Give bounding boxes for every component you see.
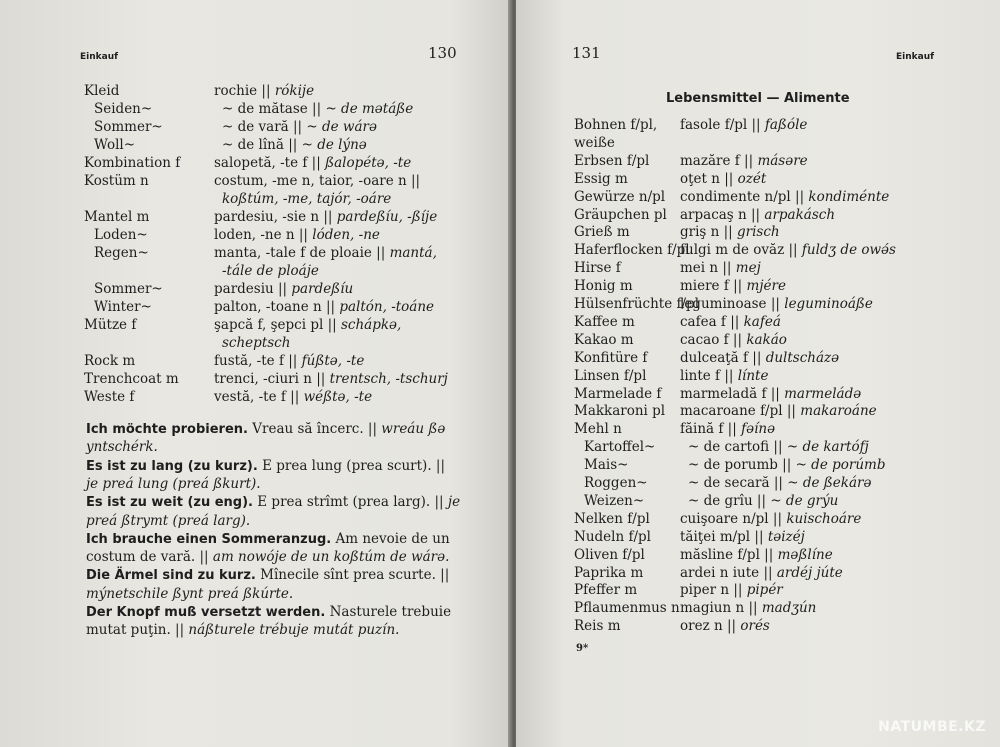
romanian-translation: manta, -tale f de ploaie ||: [214, 245, 386, 261]
signature-mark: 9*: [576, 643, 589, 654]
german-term: Erbsen f/pl: [574, 152, 650, 169]
romanian-phrase: Nasturele trebuie: [325, 604, 452, 620]
pronunciation: ~ de mətáße: [325, 101, 414, 117]
german-term: Kleid: [84, 83, 120, 99]
german-term: Paprika m: [574, 564, 644, 581]
phrase-line: [86, 420, 445, 439]
romanian-translation: pardesiu ||: [214, 281, 288, 297]
pronunciation: leguminoáße: [784, 296, 873, 312]
phrase-line: [86, 530, 450, 549]
phrase-line: [86, 566, 449, 585]
pronunciation: ozét: [737, 170, 767, 187]
romanian-translation: dulceaţă f ||: [680, 349, 762, 366]
pronunciation: scheptsch: [222, 335, 291, 351]
page-number-right: 131: [572, 44, 601, 62]
pronunciation: rókije: [274, 83, 315, 99]
running-head-right: Einkauf: [896, 52, 935, 62]
pronunciation: mej: [735, 260, 761, 277]
german-term: Mantel m: [84, 209, 150, 225]
romanian-translation: ~ de porumb ||: [688, 457, 792, 474]
romanian-translation: ~ de lînă ||: [222, 137, 298, 153]
pronunciation: mjére: [746, 278, 786, 295]
german-phrase: Die Ärmel sind zu kurz.: [86, 568, 256, 584]
pronunciation: orés: [740, 618, 770, 635]
german-term: Pflaumenmus n: [574, 600, 680, 617]
german-term: Oliven f/pl: [574, 546, 645, 563]
german-term: Bohnen f/pl,: [574, 117, 658, 133]
romanian-translation: ~ de cartofi ||: [688, 439, 783, 456]
phrase-line: [86, 457, 445, 476]
german-term: Sommer~: [94, 281, 163, 297]
german-term: Gräupchen pl: [574, 206, 667, 223]
romanian-translation: macaroane f/pl ||: [680, 403, 796, 420]
romanian-phrase: mutat puţin. ||: [86, 622, 185, 639]
pronunciation: arpakásch: [764, 206, 836, 223]
romanian-translation: magiun n ||: [680, 600, 758, 617]
romanian-translation: griş n ||: [680, 224, 733, 241]
pronunciation: paltón, -toáne: [339, 299, 435, 315]
pronunciation: pardeßíu, -ßíje: [336, 209, 438, 225]
romanian-translation: ardei n iute ||: [680, 564, 773, 581]
phrase-line: [86, 585, 293, 604]
german-term: Trenchcoat m: [84, 371, 179, 387]
german-term: Linsen f/pl: [574, 367, 647, 384]
german-term: Kaffee m: [574, 313, 635, 330]
pronunciation: faßóle: [764, 117, 808, 133]
pronunciation: ßalopétə, -te: [325, 155, 412, 171]
german-term: Makkaroni pl: [574, 403, 666, 420]
romanian-phrase: costum de vară. ||: [86, 549, 209, 566]
romanian-translation: mazăre f ||: [680, 152, 754, 169]
german-term: Weste f: [84, 389, 135, 405]
pronunciation: fəínə: [741, 421, 776, 438]
romanian-translation: fasole f/pl ||: [680, 117, 761, 133]
phrase-line: [86, 621, 399, 640]
pronunciation: schápkə,: [341, 317, 402, 333]
pronunciation: fuldʒ de owə́s: [801, 242, 896, 259]
german-term: Kartoffel~: [584, 439, 656, 456]
romanian-phrase: Vreau să încerc. ||: [247, 421, 378, 437]
german-term: Seiden~: [94, 101, 153, 117]
pronunciation: mantá,: [389, 245, 437, 261]
romanian-translation: cuişoare n/pl ||: [680, 510, 783, 527]
pronunciation: je preá lung (preá ßkurt).: [86, 475, 261, 492]
pronunciation: am nowóje de un koßtúm de wárə.: [208, 549, 450, 566]
pronunciation: lóden, -ne: [312, 227, 380, 243]
german-term: Kombination f: [84, 155, 181, 171]
german-term: Woll~: [94, 137, 136, 153]
romanian-translation: ~ de secară ||: [688, 475, 783, 491]
pronunciation: wéßtə, -te: [303, 389, 373, 405]
german-term: Nudeln f/pl: [574, 528, 651, 545]
pronunciation: je: [443, 494, 461, 511]
romanian-translation: ~ de mătase ||: [222, 101, 322, 117]
romanian-translation: cacao f ||: [680, 331, 743, 348]
pronunciation: ~ de lýnə: [301, 137, 367, 153]
romanian-phrase: E prea strîmt (prea larg). ||: [253, 494, 444, 511]
german-term: Regen~: [94, 245, 149, 261]
pronunciation: pipér: [746, 582, 783, 599]
pronunciation: grisch: [737, 224, 780, 241]
german-term: Mais~: [584, 457, 629, 474]
romanian-translation: orez n ||: [680, 618, 737, 635]
german-phrase: Ich möchte probieren.: [86, 422, 248, 437]
romanian-translation: salopetă, -te f ||: [214, 155, 321, 171]
romanian-translation: loden, -ne n ||: [214, 227, 308, 243]
german-term: Grieß m: [574, 224, 630, 241]
german-term: Nelken f/pl: [574, 510, 650, 527]
pronunciation: kafeá: [743, 313, 781, 330]
phrase-line: [86, 438, 158, 457]
romanian-translation: rochie ||: [214, 83, 271, 99]
german-term: Rock m: [84, 353, 136, 369]
romanian-phrase: Mînecile sînt prea scurte. ||: [255, 567, 450, 584]
german-term: Marmelade f: [574, 385, 662, 402]
romanian-translation: făină f ||: [680, 421, 737, 438]
german-term: Gewürze n/pl: [574, 188, 666, 205]
running-head-left: Einkauf: [80, 52, 119, 62]
pronunciation: mýnetschile ßynt preá ßkúrte.: [86, 585, 294, 602]
german-term: Mütze f: [84, 317, 137, 333]
german-term: Haferflocken f/pl: [574, 242, 690, 259]
section-title: Lebensmittel — Alimente: [666, 91, 850, 106]
german-term: Kostüm n: [84, 173, 149, 189]
german-term: Sommer~: [94, 119, 163, 135]
romanian-translation: linte f ||: [680, 367, 734, 384]
pronunciation: dultscházə: [765, 349, 840, 366]
pronunciation: preá ßtrymt (preá larg).: [86, 512, 251, 529]
right-page: [516, 0, 1000, 747]
german-term: Roggen~: [584, 475, 648, 491]
german-term: Honig m: [574, 278, 633, 295]
pronunciation: wreáu ßə: [377, 421, 446, 437]
romanian-translation: vestă, -te f ||: [214, 389, 300, 405]
phrase-line: [86, 475, 261, 494]
phrase-line: [86, 512, 250, 531]
phrase-line: [86, 548, 449, 567]
pronunciation: másəre: [757, 152, 808, 169]
pronunciation: kakáo: [746, 331, 787, 348]
german-term: Loden~: [94, 227, 148, 243]
pronunciation: -tále de ploáje: [222, 263, 319, 279]
romanian-phrase: Am nevoie de un: [331, 530, 450, 547]
german-term: Pfeffer m: [574, 582, 638, 599]
romanian-phrase: E prea lung (prea scurt). ||: [257, 457, 445, 474]
pronunciation: koßtúm, -me, tajór, -oáre: [222, 191, 392, 207]
german-phrase: Ich brauche einen Sommeranzug.: [86, 531, 332, 547]
phrase-line: [86, 603, 451, 622]
romanian-translation: miere f ||: [680, 278, 743, 295]
german-term: Hülsenfrüchte f/pl: [574, 296, 700, 312]
german-phrase: Der Knopf muß versetzt werden.: [86, 605, 326, 620]
pronunciation: kuischoáre: [786, 510, 862, 527]
pronunciation: məßlíne: [777, 546, 833, 563]
romanian-translation: ~ de vară ||: [222, 119, 303, 135]
pronunciation: línte: [737, 367, 769, 384]
romanian-translation: trenci, -ciuri n ||: [214, 371, 326, 387]
german-term: weiße: [574, 134, 615, 151]
german-term: Essig m: [574, 170, 628, 187]
romanian-translation: arpacaş n ||: [680, 206, 761, 223]
german-phrase: Es ist zu lang (zu kurz).: [86, 458, 258, 474]
phrase-line: [86, 493, 460, 512]
pronunciation: marmeládə: [784, 385, 862, 402]
romanian-translation: măsline f/pl ||: [680, 546, 774, 563]
romanian-translation: piper n ||: [680, 582, 743, 599]
pronunciation: ~ de wárə: [306, 119, 377, 135]
romanian-translation: costum, -me n, taior, -oare n ||: [214, 173, 421, 189]
pronunciation: madʒún: [761, 600, 817, 617]
romanian-translation: palton, -toane n ||: [214, 299, 336, 315]
romanian-translation: marmeladă f ||: [680, 385, 780, 402]
german-term: Mehl n: [574, 421, 622, 438]
pronunciation: makaroáne: [800, 403, 877, 420]
pronunciation: təizéj: [767, 528, 805, 545]
romanian-translation: ~ de grîu ||: [688, 492, 767, 509]
german-term: Reis m: [574, 618, 621, 635]
german-term: Konfitüre f: [574, 349, 648, 366]
german-term: Hirse f: [574, 260, 621, 277]
pronunciation: kondiménte: [808, 188, 890, 205]
pronunciation: náßturele trébuje mutát puzín.: [184, 622, 400, 639]
romanian-translation: tăiţei m/pl ||: [680, 528, 764, 545]
german-term: Winter~: [94, 299, 152, 315]
romanian-translation: condimente n/pl ||: [680, 188, 805, 205]
page-number-left: 130: [428, 44, 457, 62]
romanian-translation: mei n ||: [680, 260, 732, 277]
pronunciation: ~ de grýu: [770, 492, 839, 509]
pronunciation: trentsch, -tschurj: [329, 371, 448, 387]
romanian-translation: leguminoase ||: [680, 296, 780, 312]
romanian-translation: fulgi m de ovăz ||: [680, 242, 798, 259]
romanian-translation: oţet n ||: [680, 170, 734, 187]
pronunciation: yntschérk.: [86, 439, 158, 456]
romanian-translation: fustă, -te f ||: [214, 353, 298, 369]
german-term: Weizen~: [584, 492, 645, 509]
watermark: NATUMBE.KZ: [878, 719, 986, 735]
romanian-translation: cafea f ||: [680, 313, 740, 330]
german-term: Kakao m: [574, 331, 634, 348]
pronunciation: ardéj júte: [776, 564, 843, 581]
pronunciation: ~ de ßekárə: [787, 475, 872, 491]
pronunciation: fúßtə, -te: [301, 353, 365, 369]
pronunciation: ~ de porúmb: [795, 457, 886, 474]
romanian-translation: şapcă f, şepci pl ||: [214, 317, 337, 333]
german-phrase: Es ist zu weit (zu eng).: [86, 495, 253, 511]
pronunciation: ~ de kartófj: [786, 439, 869, 456]
pronunciation: pardeßíu: [291, 281, 354, 297]
romanian-translation: pardesiu, -sie n ||: [214, 209, 333, 225]
